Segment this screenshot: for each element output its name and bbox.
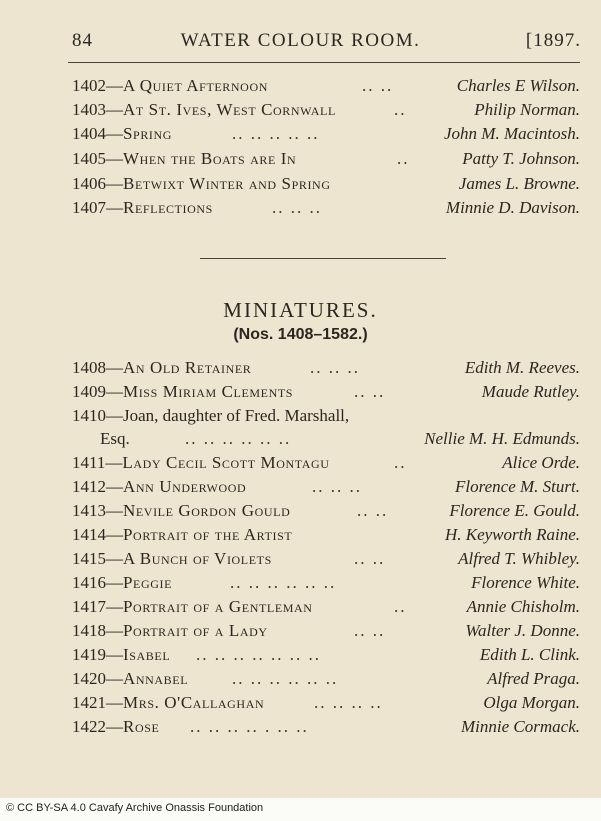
entry-leader: .. .. .. <box>272 198 322 217</box>
entry-artist: Minnie D. Davison. <box>445 198 580 217</box>
running-head <box>0 30 601 58</box>
page-number: 84 <box>72 30 93 51</box>
entry-artist: Edith M. Reeves. <box>464 358 580 377</box>
entry-artist: John M. Macintosh. <box>444 124 580 143</box>
entry-number: 1408 <box>72 358 106 377</box>
entry-title: Mrs. O'Callaghan <box>123 693 265 712</box>
entry-leader: .. .. <box>354 621 386 640</box>
entry-number: 1402 <box>72 76 106 95</box>
entry-title: Annabel <box>123 669 189 688</box>
entry-artist: Alfred T. Whibley. <box>458 549 580 568</box>
catalogue-entry: 1408—An Old Retainer .. .. .. Edith M. Reeves. <box>72 356 580 380</box>
entry-leader: .. .. .. .. <box>314 693 383 712</box>
entry-title: When the Boats are In <box>123 149 297 168</box>
catalogue-entry: 1422—Rose .. .. .. .. . .. .. Minnie Cormack. <box>72 715 580 739</box>
entry-number: 1413 <box>72 501 106 520</box>
entry-leader: .. <box>394 100 407 119</box>
entry-continuation-text: Esq. <box>100 429 130 448</box>
catalogue-entry: 1411—Lady Cecil Scott Montagu .. Alice Orde. <box>72 451 580 475</box>
entry-title: Portrait of a Gentleman <box>123 597 313 616</box>
entry-title: Nevile Gordon Gould <box>123 501 291 520</box>
entry-number: 1419 <box>72 645 106 664</box>
entry-artist: Florence M. Sturt. <box>455 477 580 496</box>
entry-number: 1405 <box>72 149 106 168</box>
entry-artist: H. Keyworth Raine. <box>444 525 580 544</box>
entry-title: At St. Ives, West Cornwall <box>123 100 336 119</box>
entry-title: Miss Miriam Clements <box>123 382 294 401</box>
catalogue-entry: 1420—Annabel .. .. .. .. .. .. Alfred Praga. <box>72 667 580 691</box>
entry-leader: .. <box>394 453 407 472</box>
catalogue-entry: 1409—Miss Miriam Clements .. .. Maude Rutley. <box>72 380 580 404</box>
entry-leader: .. .. .. .. . .. .. <box>190 717 309 736</box>
catalogue-entry: 1417—Portrait of a Gentleman .. Annie Chisholm. <box>72 595 580 619</box>
entry-leader: .. <box>397 149 410 168</box>
catalogue-entry: 1410—Joan, daughter of Fred. Marshall, <box>72 404 580 428</box>
entry-artist: Walter J. Donne. <box>465 621 580 640</box>
entry-title: Lady Cecil Scott Montagu <box>122 453 330 472</box>
entry-number: 1417 <box>72 597 106 616</box>
catalogue-entry: 1406—Betwixt Winter and Spring James L. Browne. <box>72 172 580 196</box>
entry-title: Ann Underwood <box>123 477 247 496</box>
entry-number: 1409 <box>72 382 106 401</box>
entry-number: 1411 <box>72 453 106 472</box>
catalogue-entry: 1415—A Bunch of Violets .. .. Alfred T. Whibley. <box>72 547 580 571</box>
catalogue-entry: 1421—Mrs. O'Callaghan .. .. .. .. Olga Morgan. <box>72 691 580 715</box>
entry-number: 1415 <box>72 549 106 568</box>
catalogue-entry: 1405—When the Boats are In .. Patty T. Johnson. <box>72 147 580 171</box>
entry-artist: Annie Chisholm. <box>466 597 580 616</box>
entry-number: 1407 <box>72 198 106 217</box>
entry-title: Portrait of the Artist <box>123 525 293 544</box>
entry-artist: Philip Norman. <box>474 100 580 119</box>
section-title: MINIATURES. <box>223 298 378 322</box>
catalogue-entry: 1402—A Quiet Afternoon .. .. Charles E Wilson. <box>72 74 580 98</box>
entry-number: 1416 <box>72 573 106 592</box>
entry-title: Spring <box>123 124 173 143</box>
catalogue-entry-continuation <box>100 427 580 451</box>
catalogue-entry: 1414—Portrait of the Artist H. Keyworth Raine. <box>72 523 580 547</box>
entry-leader: .. .. <box>362 76 394 95</box>
catalogue-entry: 1403—At St. Ives, West Cornwall .. Philip Norman. <box>72 98 580 122</box>
running-head-year: [1897. <box>525 30 581 51</box>
catalogue-entry: 1413—Nevile Gordon Gould .. .. Florence E. Gould. <box>72 499 580 523</box>
entry-artist: Olga Morgan. <box>483 693 580 712</box>
entry-title: A Bunch of Violets <box>123 549 272 568</box>
entry-artist: Charles E Wilson. <box>456 76 580 95</box>
entry-leader: .. .. .. <box>310 358 360 377</box>
entry-title: Isabel <box>123 645 171 664</box>
entry-title: Betwixt Winter and Spring <box>123 174 331 193</box>
entry-leader: .. .. .. .. .. .. <box>185 429 292 448</box>
entry-artist: Patty T. Johnson. <box>462 149 580 168</box>
entry-leader: .. .. <box>354 382 386 401</box>
entry-leader: .. .. <box>357 501 389 520</box>
entry-leader: .. <box>394 597 407 616</box>
entry-leader: .. .. .. .. .. <box>232 124 320 143</box>
entry-title: An Old Retainer <box>123 358 252 377</box>
entry-number: 1414 <box>72 525 106 544</box>
entry-artist: Nellie M. H. Edmunds. <box>424 429 580 448</box>
entry-artist: Florence White. <box>471 573 580 592</box>
entry-title: Peggie <box>123 573 173 592</box>
entry-number: 1404 <box>72 124 106 143</box>
catalogue-entry: 1419—Isabel .. .. .. .. .. .. .. Edith L. Clink. <box>72 643 580 667</box>
entry-leader: .. .. .. .. .. .. <box>232 669 339 688</box>
catalogue-entry: 1418—Portrait of a Lady .. .. Walter J. Donne. <box>72 619 580 643</box>
entry-artist: Florence E. Gould. <box>449 501 580 520</box>
entry-number: 1418 <box>72 621 106 640</box>
entry-artist: Alice Orde. <box>502 453 580 472</box>
entry-number: 1412 <box>72 477 106 496</box>
entry-title: Reflections <box>123 198 213 217</box>
entry-leader: .. .. .. .. .. .. .. <box>196 645 321 664</box>
catalogue-entry: 1416—Peggie .. .. .. .. .. .. Florence White. <box>72 571 580 595</box>
entry-number: 1420 <box>72 669 106 688</box>
entry-number: 1403 <box>72 100 106 119</box>
entry-title: A Quiet Afternoon <box>123 76 268 95</box>
catalogue-entry: 1412—Ann Underwood .. .. .. Florence M. Sturt. <box>72 475 580 499</box>
entry-leader: .. .. .. .. .. .. <box>230 573 337 592</box>
entry-number: 1406 <box>72 174 106 193</box>
section-divider <box>200 258 446 259</box>
running-head-title: WATER COLOUR ROOM. <box>180 30 421 51</box>
entry-title: Rose <box>123 717 160 736</box>
entry-artist: James L. Browne. <box>458 174 580 193</box>
section-subtitle: (Nos. 1408–1582.) <box>233 326 368 343</box>
catalogue-entry: 1407—Reflections .. .. .. Minnie D. Davison. <box>72 196 580 220</box>
header-rule <box>68 62 580 63</box>
entry-leader: .. .. .. <box>312 477 362 496</box>
entry-artist: Alfred Praga. <box>487 669 580 688</box>
entry-title: Portrait of a Lady <box>123 621 268 640</box>
copyright-credit: © CC BY-SA 4.0 Cavafy Archive Onassis Foundation <box>6 802 264 814</box>
entry-number: 1421 <box>72 693 106 712</box>
entry-artist: Maude Rutley. <box>481 382 580 401</box>
entry-leader: .. .. <box>354 549 386 568</box>
entry-number: 1422 <box>72 717 106 736</box>
entry-artist: Edith L. Clink. <box>479 645 580 664</box>
catalogue-entry: 1404—Spring .. .. .. .. .. John M. Macintosh. <box>72 122 580 146</box>
entry-title: Joan, daughter of Fred. Marshall, <box>123 406 350 425</box>
entry-artist: Minnie Cormack. <box>461 717 580 736</box>
entry-number: 1410 <box>72 406 106 425</box>
